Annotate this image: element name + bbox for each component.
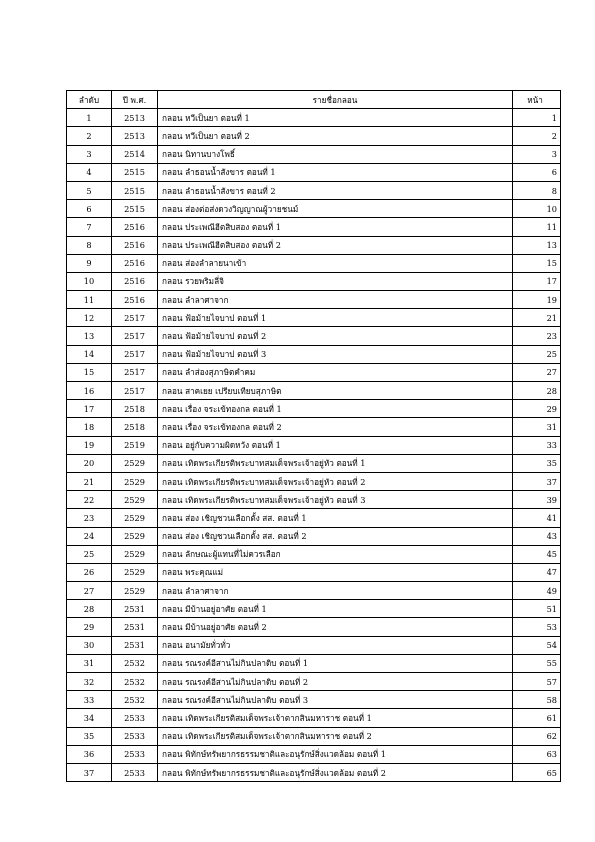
row-year: 2516: [112, 272, 158, 290]
row-year: 2516: [112, 254, 158, 272]
table-row: [67, 163, 561, 181]
table-row: [67, 527, 561, 545]
row-year: 2532: [112, 691, 158, 709]
row-year: 2517: [112, 327, 158, 345]
row-page: 57: [513, 673, 561, 691]
table-row: [67, 418, 561, 436]
table-row: [67, 327, 561, 345]
row-number: 31: [67, 654, 112, 672]
table-row: [67, 491, 561, 509]
row-title: กลอน เทิดพระเกียรติพระบาทสมเด็จพระเจ้าอยู่หัว ตอนที่ 1: [158, 454, 513, 472]
table-row: [67, 382, 561, 400]
row-page: 54: [513, 636, 561, 654]
row-number: 29: [67, 618, 112, 636]
table-row: [67, 545, 561, 563]
row-page: 58: [513, 691, 561, 709]
row-year: 2519: [112, 436, 158, 454]
row-title: กลอน รณรงค์อีสานไม่กินปลาดิบ ตอนที่ 3: [158, 691, 513, 709]
row-year: 2532: [112, 673, 158, 691]
row-year: 2516: [112, 218, 158, 236]
table-row: [67, 218, 561, 236]
row-title: กลอน หวีเป็นยา ตอนที่ 1: [158, 109, 513, 127]
row-number: 6: [67, 200, 112, 218]
row-page: 31: [513, 418, 561, 436]
row-title: กลอน มีบ้านอยู่อาศัย ตอนที่ 1: [158, 600, 513, 618]
table-row: [67, 727, 561, 745]
row-title: กลอน หวีเป็นยา ตอนที่ 2: [158, 127, 513, 145]
row-year: 2533: [112, 709, 158, 727]
row-title: กลอน เรื่อง จระเข้ทองกล ตอนที่ 2: [158, 418, 513, 436]
row-number: 2: [67, 127, 112, 145]
row-title: กลอน เรื่อง จระเข้ทองกล ตอนที่ 1: [158, 400, 513, 418]
row-page: 6: [513, 163, 561, 181]
row-number: 37: [67, 763, 112, 781]
row-title: กลอน ลำลาศาจาก: [158, 291, 513, 309]
row-title: กลอน อยู่กับความผิดหวัง ตอนที่ 1: [158, 436, 513, 454]
row-title: กลอน ส่องลำลายนาเข้า: [158, 254, 513, 272]
table-row: [67, 400, 561, 418]
row-title: กลอน ส่อง เชิญชวนเลือกตั้ง สส. ตอนที่ 2: [158, 527, 513, 545]
row-page: 17: [513, 272, 561, 290]
row-year: 2517: [112, 345, 158, 363]
row-year: 2529: [112, 563, 158, 581]
row-year: 2517: [112, 309, 158, 327]
row-title: กลอน รณรงค์อีสานไม่กินปลาดิบ ตอนที่ 2: [158, 673, 513, 691]
row-page: 49: [513, 582, 561, 600]
row-number: 24: [67, 527, 112, 545]
row-title: กลอน รวยพริมลี่จิ: [158, 272, 513, 290]
table-row: [67, 309, 561, 327]
row-title: กลอน ฟ้อม้ายไจบาป ตอนที่ 1: [158, 309, 513, 327]
row-number: 9: [67, 254, 112, 272]
row-number: 33: [67, 691, 112, 709]
table-row: [67, 673, 561, 691]
row-year: 2533: [112, 763, 158, 781]
row-title: กลอน พิทักษ์ทรัพยากรธรรมชาติและอนุรักษ์สิ่งแวดล้อม ตอนที่ 2: [158, 763, 513, 781]
row-page: 65: [513, 763, 561, 781]
row-number: 13: [67, 327, 112, 345]
row-title: กลอน เทิดพระเกียรติพระบาทสมเด็จพระเจ้าอยู่หัว ตอนที่ 2: [158, 472, 513, 490]
row-page: 25: [513, 345, 561, 363]
row-page: 21: [513, 309, 561, 327]
row-year: 2532: [112, 654, 158, 672]
row-number: 19: [67, 436, 112, 454]
row-page: 29: [513, 400, 561, 418]
row-title: กลอน ส่อง เชิญชวนเลือกตั้ง สส. ตอนที่ 1: [158, 509, 513, 527]
row-year: 2531: [112, 618, 158, 636]
row-title: กลอน นิทานบางโพธิ์: [158, 145, 513, 163]
row-number: 36: [67, 745, 112, 763]
row-page: 35: [513, 454, 561, 472]
table-row: [67, 363, 561, 381]
table-row: [67, 709, 561, 727]
row-page: 11: [513, 218, 561, 236]
header-no: ลำดับ: [67, 91, 112, 109]
row-year: 2533: [112, 745, 158, 763]
row-number: 35: [67, 727, 112, 745]
row-page: 61: [513, 709, 561, 727]
table-row: [67, 127, 561, 145]
row-page: 19: [513, 291, 561, 309]
table-row: [67, 109, 561, 127]
row-year: 2531: [112, 636, 158, 654]
row-title: กลอน พระคุณแม่: [158, 563, 513, 581]
row-number: 16: [67, 382, 112, 400]
row-page: 13: [513, 236, 561, 254]
row-year: 2518: [112, 418, 158, 436]
row-year: 2529: [112, 545, 158, 563]
row-title: กลอน เทิดพระเกียรติสมเด็จพระเจ้าตากสินมหาราช ตอนที่ 1: [158, 709, 513, 727]
table-row: [67, 272, 561, 290]
row-page: 3: [513, 145, 561, 163]
row-year: 2513: [112, 127, 158, 145]
row-title: กลอน ลักษณะผู้แทนที่ไม่ควรเลือก: [158, 545, 513, 563]
row-page: 55: [513, 654, 561, 672]
table-row: [67, 763, 561, 781]
row-year: 2517: [112, 363, 158, 381]
row-title: กลอน มีบ้านอยู่อาศัย ตอนที่ 2: [158, 618, 513, 636]
row-year: 2517: [112, 382, 158, 400]
row-page: 23: [513, 327, 561, 345]
row-year: 2529: [112, 509, 158, 527]
row-year: 2529: [112, 491, 158, 509]
table-row: [67, 745, 561, 763]
header-title: รายชื่อกลอน: [158, 91, 513, 109]
row-page: 63: [513, 745, 561, 763]
row-number: 4: [67, 163, 112, 181]
table-body: [67, 109, 561, 782]
table-header-row: [67, 91, 561, 109]
table-row: [67, 654, 561, 672]
row-number: 26: [67, 563, 112, 581]
table-row: [67, 291, 561, 309]
row-year: 2514: [112, 145, 158, 163]
row-page: 28: [513, 382, 561, 400]
table-row: [67, 600, 561, 618]
row-number: 5: [67, 181, 112, 199]
row-number: 34: [67, 709, 112, 727]
row-title: กลอน รณรงค์อีสานไม่กินปลาดิบ ตอนที่ 1: [158, 654, 513, 672]
table-row: [67, 636, 561, 654]
row-page: 53: [513, 618, 561, 636]
row-year: 2531: [112, 600, 158, 618]
table-row: [67, 254, 561, 272]
row-page: 1: [513, 109, 561, 127]
row-title: กลอน ฟ้อม้ายไจบาป ตอนที่ 3: [158, 345, 513, 363]
row-page: 8: [513, 181, 561, 199]
row-page: 15: [513, 254, 561, 272]
row-year: 2533: [112, 727, 158, 745]
table-row: [67, 691, 561, 709]
row-number: 1: [67, 109, 112, 127]
table-row: [67, 454, 561, 472]
row-title: กลอน ลำธอนน้ำสังขาร ตอนที่ 2: [158, 181, 513, 199]
table-row: [67, 236, 561, 254]
table-row: [67, 145, 561, 163]
row-page: 10: [513, 200, 561, 218]
row-title: กลอน ลำธอนน้ำสังขาร ตอนที่ 1: [158, 163, 513, 181]
row-number: 22: [67, 491, 112, 509]
row-number: 27: [67, 582, 112, 600]
row-title: กลอน ฟ้อม้ายไจบาป ตอนที่ 2: [158, 327, 513, 345]
row-title: กลอน อนามัยทั่วทั่ว: [158, 636, 513, 654]
row-title: กลอน เทิดพระเกียรติพระบาทสมเด็จพระเจ้าอยู่หัว ตอนที่ 3: [158, 491, 513, 509]
row-number: 10: [67, 272, 112, 290]
row-number: 14: [67, 345, 112, 363]
row-year: 2529: [112, 527, 158, 545]
row-page: 37: [513, 472, 561, 490]
row-number: 28: [67, 600, 112, 618]
row-number: 23: [67, 509, 112, 527]
row-page: 33: [513, 436, 561, 454]
row-number: 32: [67, 673, 112, 691]
row-number: 11: [67, 291, 112, 309]
row-year: 2529: [112, 454, 158, 472]
row-year: 2516: [112, 236, 158, 254]
row-page: 41: [513, 509, 561, 527]
row-page: 45: [513, 545, 561, 563]
row-title: กลอน ส่องต่อส่งดวงวิญญาณผู้วายชนม์: [158, 200, 513, 218]
row-title: กลอน ลำส่องสุภาษิตคำคม: [158, 363, 513, 381]
row-year: 2515: [112, 163, 158, 181]
table-row: [67, 181, 561, 199]
row-year: 2529: [112, 472, 158, 490]
table-row: [67, 509, 561, 527]
row-number: 20: [67, 454, 112, 472]
table-row: [67, 436, 561, 454]
row-year: 2513: [112, 109, 158, 127]
table-row: [67, 200, 561, 218]
row-title: กลอน ประเพณีฮีตสิบสอง ตอนที่ 2: [158, 236, 513, 254]
table-row: [67, 618, 561, 636]
row-year: 2515: [112, 181, 158, 199]
row-number: 8: [67, 236, 112, 254]
row-page: 43: [513, 527, 561, 545]
header-year: ปี พ.ศ.: [112, 91, 158, 109]
row-page: 2: [513, 127, 561, 145]
poem-index-table: [66, 90, 561, 782]
row-page: 39: [513, 491, 561, 509]
row-year: 2518: [112, 400, 158, 418]
row-number: 25: [67, 545, 112, 563]
row-number: 30: [67, 636, 112, 654]
row-number: 3: [67, 145, 112, 163]
row-number: 7: [67, 218, 112, 236]
row-year: 2516: [112, 291, 158, 309]
row-number: 15: [67, 363, 112, 381]
table-row: [67, 472, 561, 490]
row-page: 47: [513, 563, 561, 581]
row-year: 2529: [112, 582, 158, 600]
row-page: 27: [513, 363, 561, 381]
row-number: 21: [67, 472, 112, 490]
row-number: 12: [67, 309, 112, 327]
row-title: กลอน สาคเยย เปรียบเทียบสุภาษิต: [158, 382, 513, 400]
row-title: กลอน เทิดพระเกียรติสมเด็จพระเจ้าตากสินมหาราช ตอนที่ 2: [158, 727, 513, 745]
row-title: กลอน พิทักษ์ทรัพยากรธรรมชาติและอนุรักษ์สิ่งแวดล้อม ตอนที่ 1: [158, 745, 513, 763]
table-row: [67, 563, 561, 581]
row-year: 2515: [112, 200, 158, 218]
header-page: หน้า: [513, 91, 561, 109]
row-number: 18: [67, 418, 112, 436]
table-row: [67, 345, 561, 363]
row-number: 17: [67, 400, 112, 418]
row-page: 62: [513, 727, 561, 745]
table-row: [67, 582, 561, 600]
row-title: กลอน ลำลาศาจาก: [158, 582, 513, 600]
row-page: 51: [513, 600, 561, 618]
row-title: กลอน ประเพณีฮีตสิบสอง ตอนที่ 1: [158, 218, 513, 236]
